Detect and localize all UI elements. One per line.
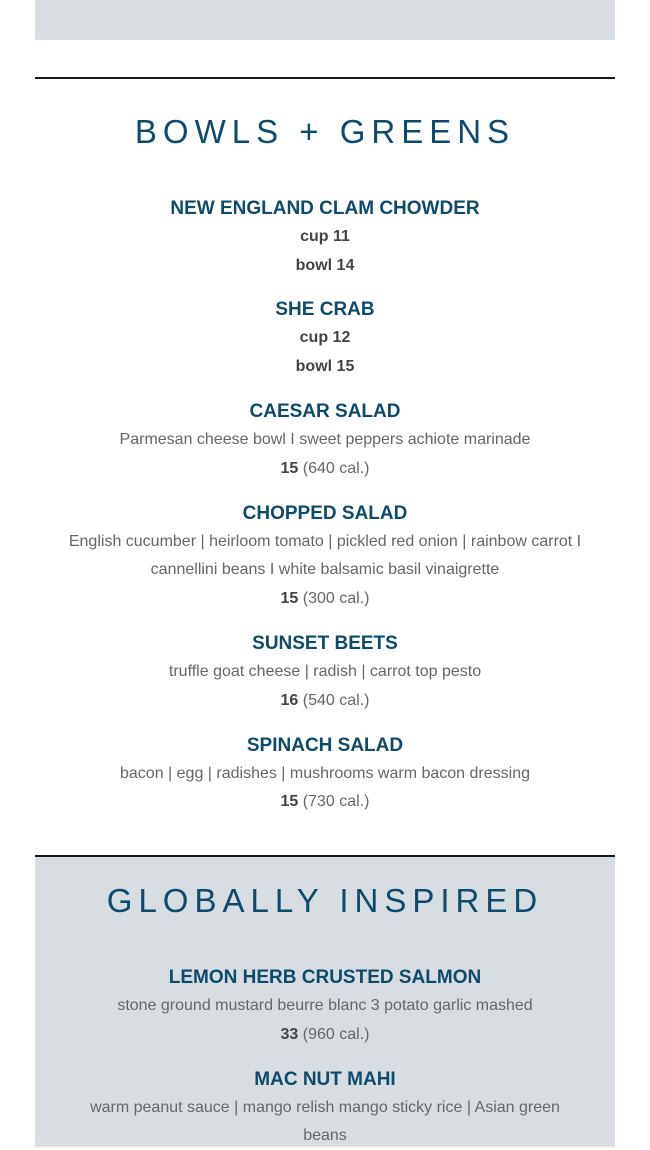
- item-name-she-crab: SHE CRAB: [275, 299, 375, 320]
- item-price: 16: [280, 692, 299, 709]
- item-name-mac-nut-mahi: MAC NUT MAHI: [254, 1069, 396, 1090]
- previous-section-background: [35, 0, 615, 40]
- item-price-line: cup 12: [299, 329, 351, 346]
- item-description: Parmesan cheese bowl I sweet peppers achiote marinade: [119, 431, 531, 448]
- item-name-chopped-salad: CHOPPED SALAD: [242, 503, 408, 524]
- item-price: 15: [280, 590, 299, 607]
- item-price-calories: [0, 793, 650, 811]
- item-price: 15: [280, 460, 299, 477]
- item-name-spinach-salad: SPINACH SALAD: [246, 735, 404, 756]
- item-price-calories: [0, 460, 650, 478]
- item-calories: (960 cal.): [302, 1026, 370, 1043]
- item-price-line: cup 11: [300, 228, 350, 245]
- item-name-caesar-salad: CAESAR SALAD: [249, 401, 401, 422]
- item-price-calories: [0, 692, 650, 710]
- item-calories: (300 cal.): [302, 590, 370, 607]
- item-price-line: bowl 15: [295, 358, 355, 375]
- item-name-lemon-herb-salmon: LEMON HERB CRUSTED SALMON: [168, 967, 482, 988]
- section-divider: [35, 77, 615, 79]
- item-calories: (540 cal.): [302, 692, 370, 709]
- item-description: bacon | egg | radishes | mushrooms warm bacon dressing: [120, 765, 530, 782]
- item-description: truffle goat cheese | radish | carrot top pesto: [168, 663, 482, 680]
- item-calories: (730 cal.): [302, 793, 370, 810]
- item-price-line: bowl 14: [295, 257, 355, 274]
- item-price-calories: [0, 590, 650, 608]
- section-title-bowls-greens: BOWLS + GREENS: [134, 113, 516, 150]
- item-price-calories: [0, 1026, 650, 1044]
- item-price: 33: [280, 1026, 299, 1043]
- section-title-globally-inspired: GLOBALLY INSPIRED: [106, 882, 544, 919]
- item-name-sunset-beets: SUNSET BEETS: [252, 633, 398, 654]
- item-description: English cucumber | heirloom tomato | pickled red onion | rainbow carrot I cannellini beans I white balsamic basil vinaigrette: [68, 533, 582, 578]
- item-price: 15: [280, 793, 299, 810]
- item-description: stone ground mustard beurre blanc 3 potato garlic mashed: [117, 997, 533, 1014]
- item-name-clam-chowder: NEW ENGLAND CLAM CHOWDER: [170, 198, 480, 219]
- item-calories: (640 cal.): [302, 460, 370, 477]
- item-description: warm peanut sauce | mango relish mango sticky rice | Asian green beans: [90, 1099, 560, 1144]
